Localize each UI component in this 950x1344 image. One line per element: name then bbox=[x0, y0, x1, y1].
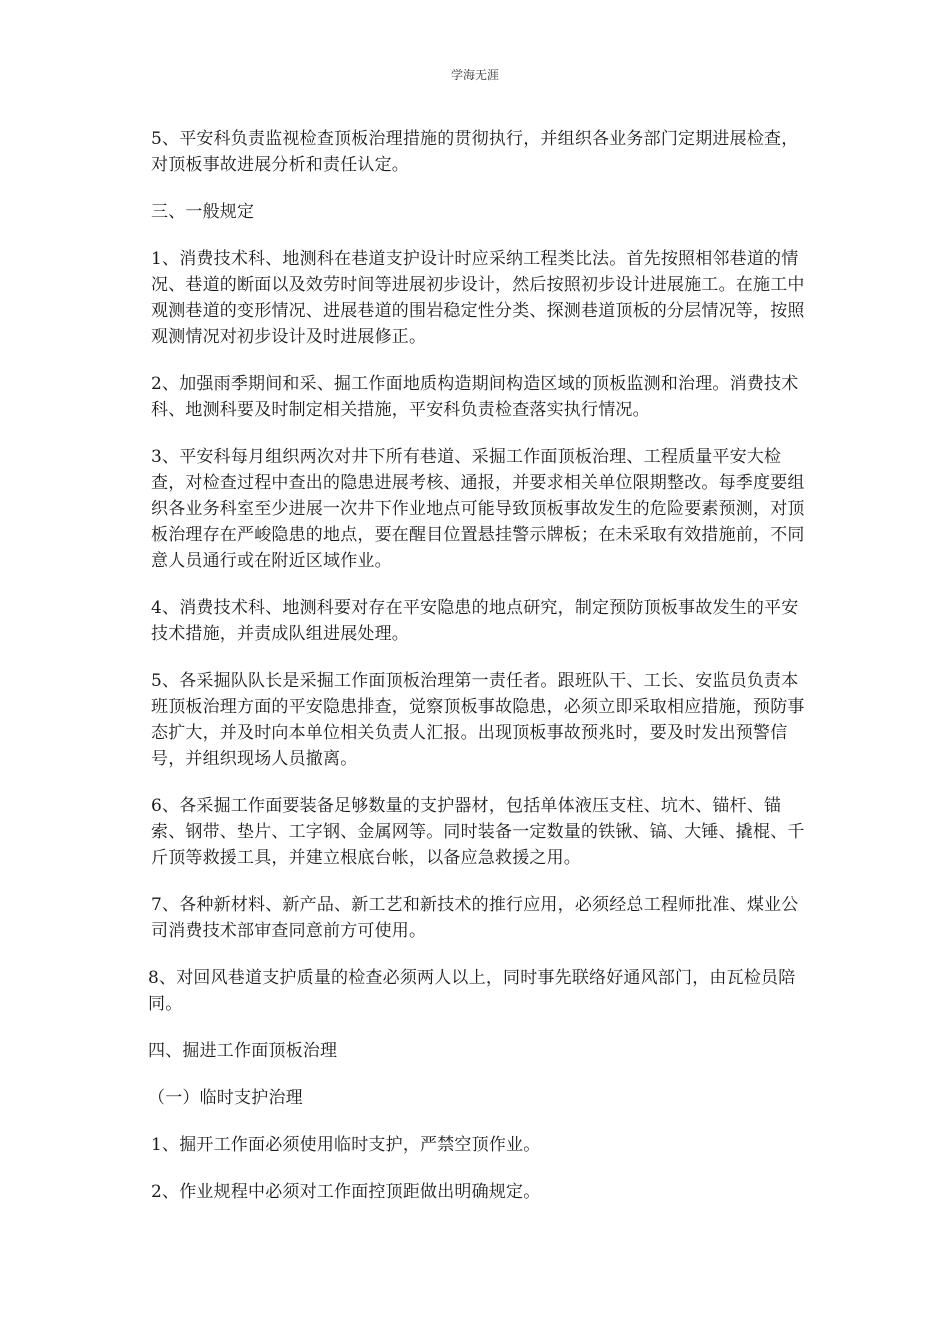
subsection-heading: （一）临时支护治理 bbox=[148, 1088, 303, 1108]
paragraph: 2、作业规程中必须对工作面控顶距做出明确规定。 bbox=[151, 1182, 541, 1202]
paragraph: 4、消费技术科、地测科要对存在平安隐患的地点研究，制定预防顶板事故发生的平安技术措施，并责成队组进展处理。 bbox=[151, 598, 799, 644]
paragraph: 2、加强雨季期间和采、掘工作面地质构造期间构造区域的顶板监测和治理。消费技术科、地测科要及时制定相关措施，平安科负责检查落实执行情况。 bbox=[151, 374, 799, 420]
paragraph: 1、消费技术科、地测科在巷道支护设计时应采纳工程类比法。首先按照相邻巷道的情况、巷道的断面以及效劳时间等进展初步设计，然后按照初步设计进展施工。在施工中观测巷道的变形情况、进展巷道的围岩稳定性分类、探测巷道顶板的分层情况等，按照观测情况对初步设计及时进展修正。 bbox=[151, 249, 805, 347]
paragraph: 8、对回风巷道支护质量的检查必须两人以上，同时事先联络好通风部门，由瓦检员陪同。 bbox=[148, 968, 796, 1014]
paragraph: 5、各采掘队队长是采掘工作面顶板治理第一责任者。跟班队干、工长、安监员负责本班顶板治理方面的平安隐患排查，觉察顶板事故隐患，必须立即采取相应措施，预防事态扩大，并及时向本单位相关负责人汇报。出现顶板事故预兆时，要及时发出预警信号，并组织现场人员撤离。 bbox=[151, 671, 805, 769]
page-header: 学海无涯 bbox=[450, 68, 499, 82]
paragraph: 6、各采掘工作面要装备足够数量的支护器材，包括单体液压支柱、坑木、锚杆、锚索、钢带、垫片、工字钢、金属网等。同时装备一定数量的铁锹、镐、大锤、撬棍、千斤顶等救援工具，并建立根底台帐，以备应急救援之用。 bbox=[151, 796, 805, 868]
paragraph: 5、平安科负责监视检查顶板治理措施的贯彻执行，并组织各业务部门定期进展检查，对顶板事故进展分析和责任认定。 bbox=[151, 129, 799, 175]
section-heading: 三、一般规定 bbox=[151, 202, 255, 222]
paragraph: 1、掘开工作面必须使用临时支护，严禁空顶作业。 bbox=[151, 1135, 541, 1155]
paragraph: 7、各种新材料、新产品、新工艺和新技术的推行应用，必须经总工程师批准、煤业公司消费技术部审查同意前方可使用。 bbox=[151, 895, 799, 941]
section-heading: 四、掘进工作面顶板治理 bbox=[148, 1041, 338, 1061]
document-body bbox=[148, 126, 808, 1226]
paragraph: 3、平安科每月组织两次对井下所有巷道、采掘工作面顶板治理、工程质量平安大检查，对检查过程中查出的隐患进展考核、通报，并要求相关单位限期整改。每季度要组织各业务科室至少进展一次井下作业地点可能导致顶板事故发生的危险要素预测，对顶板治理存在严峻隐患的地点，要在醒目位置悬挂警示牌板；在未采取有效措施前，不同意人员通行或在附近区域作业。 bbox=[151, 447, 805, 571]
